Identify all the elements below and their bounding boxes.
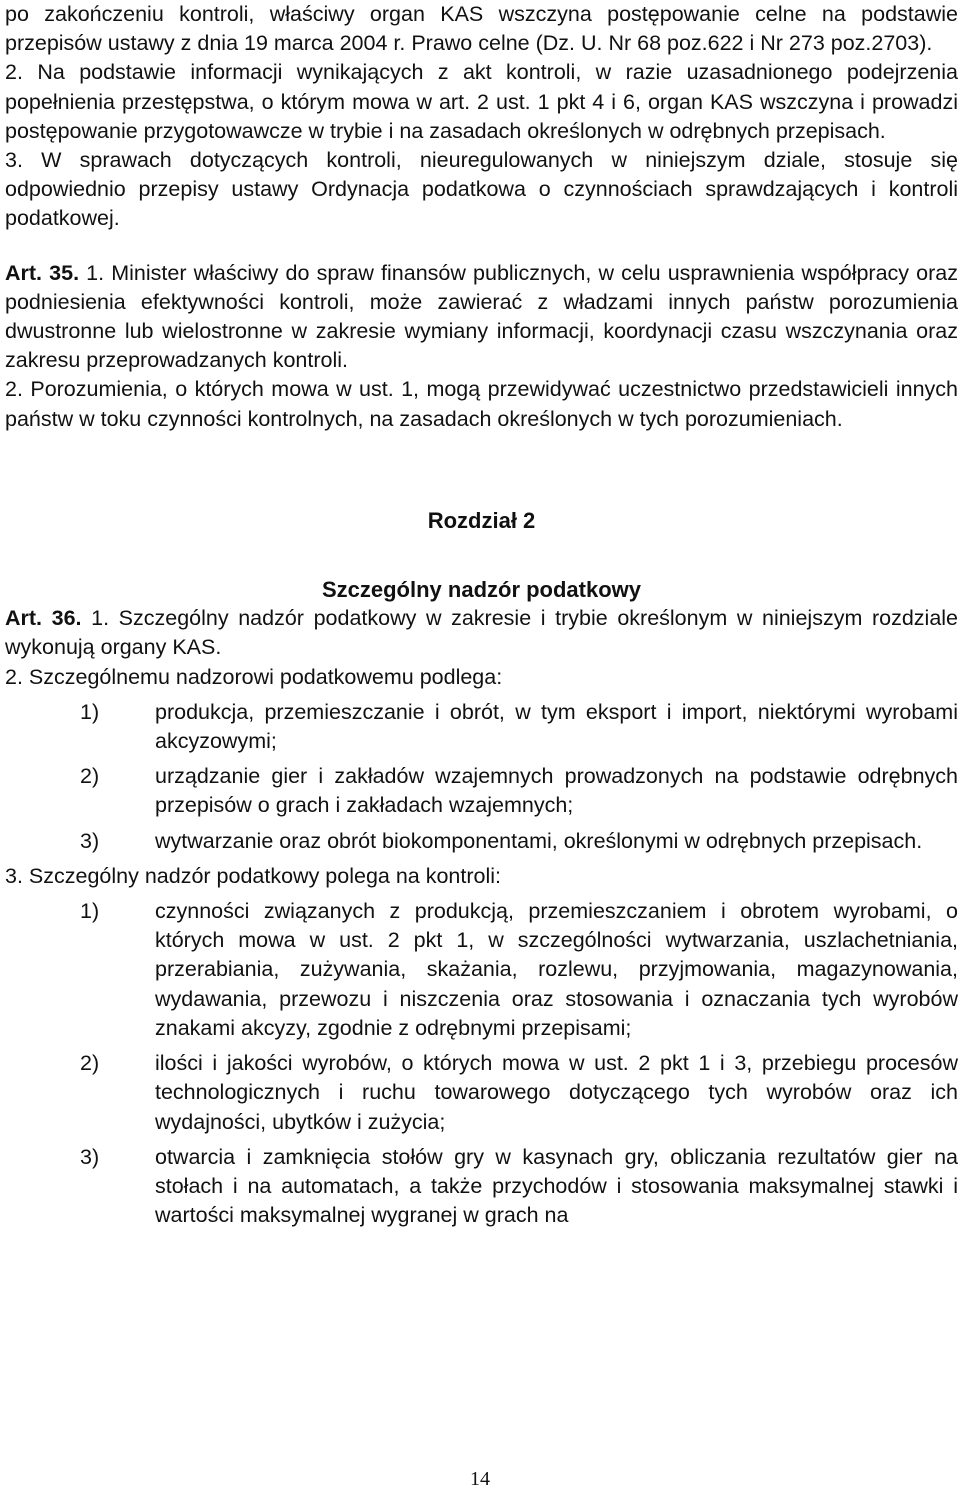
enumerated-list <box>5 698 958 856</box>
paragraph: 2. Na podstawie informacji wynikających z akt kontroli, w razie uzasadnionego podejrzenia popełnienia przestępstwa, o którym mowa w art. 2 ust. 1 pkt 4 i 6, organ KAS wszczyna i prowadzi postępowanie przygotowawcze w trybie i na zasadach określonych w odrębnych przepisach. <box>5 60 958 143</box>
paragraph: po zakończeniu kontroli, właściwy organ KAS wszczyna postępowanie celne na podstawie przepisów ustawy z dnia 19 marca 2004 r. Prawo celne (Dz. U. Nr 68 poz.622 i Nr 273 poz.2703). <box>5 2 958 56</box>
list-item-text: urządzanie gier i zakładów wzajemnych prowadzonych na podstawie odrębnych przepisów o grach i zakładach wzajemnych; <box>155 764 958 818</box>
list-item <box>5 1143 958 1231</box>
list-item <box>5 698 958 756</box>
enumerated-list <box>5 897 958 1230</box>
document-page <box>5 0 958 1236</box>
chapter-title: Szczególny nadzór podatkowy <box>321 577 642 603</box>
article-36-paragraph-3: 3. Szczególny nadzór podatkowy polega na kontroli: <box>5 863 502 888</box>
list-item-text: wytwarzanie oraz obrót biokomponentami, określonymi w odrębnych przepisach. <box>155 828 923 853</box>
paragraph: 3. W sprawach dotyczących kontroli, nieuregulowanych w niniejszym dziale, stosuje się odpowiednio przepisy ustawy Ordynacja podatkowa o czynnościach sprawdzających i kontroli podatkowej. <box>5 148 958 231</box>
list-item-number: 3) <box>80 828 100 853</box>
list-item-number: 2) <box>80 1051 100 1076</box>
article-35-paragraph-1 <box>5 259 958 376</box>
paragraph-text: 1. Szczególny nadzór podatkowy w zakresie i trybie określonym w niniejszym rozdziale wykonują organy KAS. <box>5 606 959 660</box>
article-36-paragraph-1 <box>5 604 958 662</box>
article-36-paragraph-2: 2. Szczególnemu nadzorowi podatkowemu podlega: <box>5 664 503 689</box>
list-item-text: produkcja, przemieszczanie i obrót, w tym eksport i import, niektórymi wyrobami akcyzowymi; <box>155 699 958 754</box>
page-number: 14 <box>470 1468 490 1490</box>
list-item-number: 1) <box>80 699 100 724</box>
list-item-number: 1) <box>80 899 100 924</box>
chapter-number: Rozdział 2 <box>427 507 536 533</box>
article-label: Art. 36. <box>5 606 82 631</box>
paragraph-text: 1. Minister właściwy do spraw finansów publicznych, w celu usprawnienia współpracy oraz podniesienia efektywności kontroli, może zawierać z władzami innych państw porozumienia dwustronne lub wielostronne w zakresie wymiany informacji, koordynacji czasu wszczynania oraz zakresu przeprowadzanych kontroli. <box>5 260 958 373</box>
list-item <box>5 762 958 820</box>
article-35-paragraph-2: 2. Porozumienia, o których mowa w ust. 1, mogą przewidywać uczestnictwo przedstawicieli innych państw w toku czynności kontrolnych, na zasadach określonych w tych porozumieniach. <box>5 377 958 431</box>
list-item-text: otwarcia i zamknięcia stołów gry w kasynach gry, obliczania rezultatów gier na stołach i na automatach, a także przychodów i stosowania maksymalnej stawki i wartości maksymalnej wygranej w grach na <box>155 1144 958 1228</box>
list-item-text: ilości i jakości wyrobów, o których mowa w ust. 2 pkt 1 i 3, przebiegu procesów technologicznych i ruchu towarowego dotyczącego tych wyrobów oraz ich wydajności, ubytków i zużycia; <box>155 1051 958 1134</box>
list-item-text: czynności związanych z produkcją, przemieszczaniem i obrotem wyrobami, o których mowa w ust. 2 pkt 1, w szczególności wytwarzania, uszlachetniania, przerabiania, zużywania, skażania, rozlewu, przyjmowania, magazynowania, wydawania, przewozu i niszczenia oraz stosowania i oznaczania tych wyrobów znakami akcyzy, zgodnie z odrębnymi przepisami; <box>155 899 958 1040</box>
spacer <box>5 434 958 498</box>
list-item <box>5 1049 958 1137</box>
list-item <box>5 827 958 856</box>
list-item-number: 2) <box>80 764 100 789</box>
list-item-number: 3) <box>80 1144 100 1169</box>
spacer <box>5 234 958 259</box>
article-label: Art. 35. <box>5 260 80 285</box>
list-item <box>5 897 958 1043</box>
